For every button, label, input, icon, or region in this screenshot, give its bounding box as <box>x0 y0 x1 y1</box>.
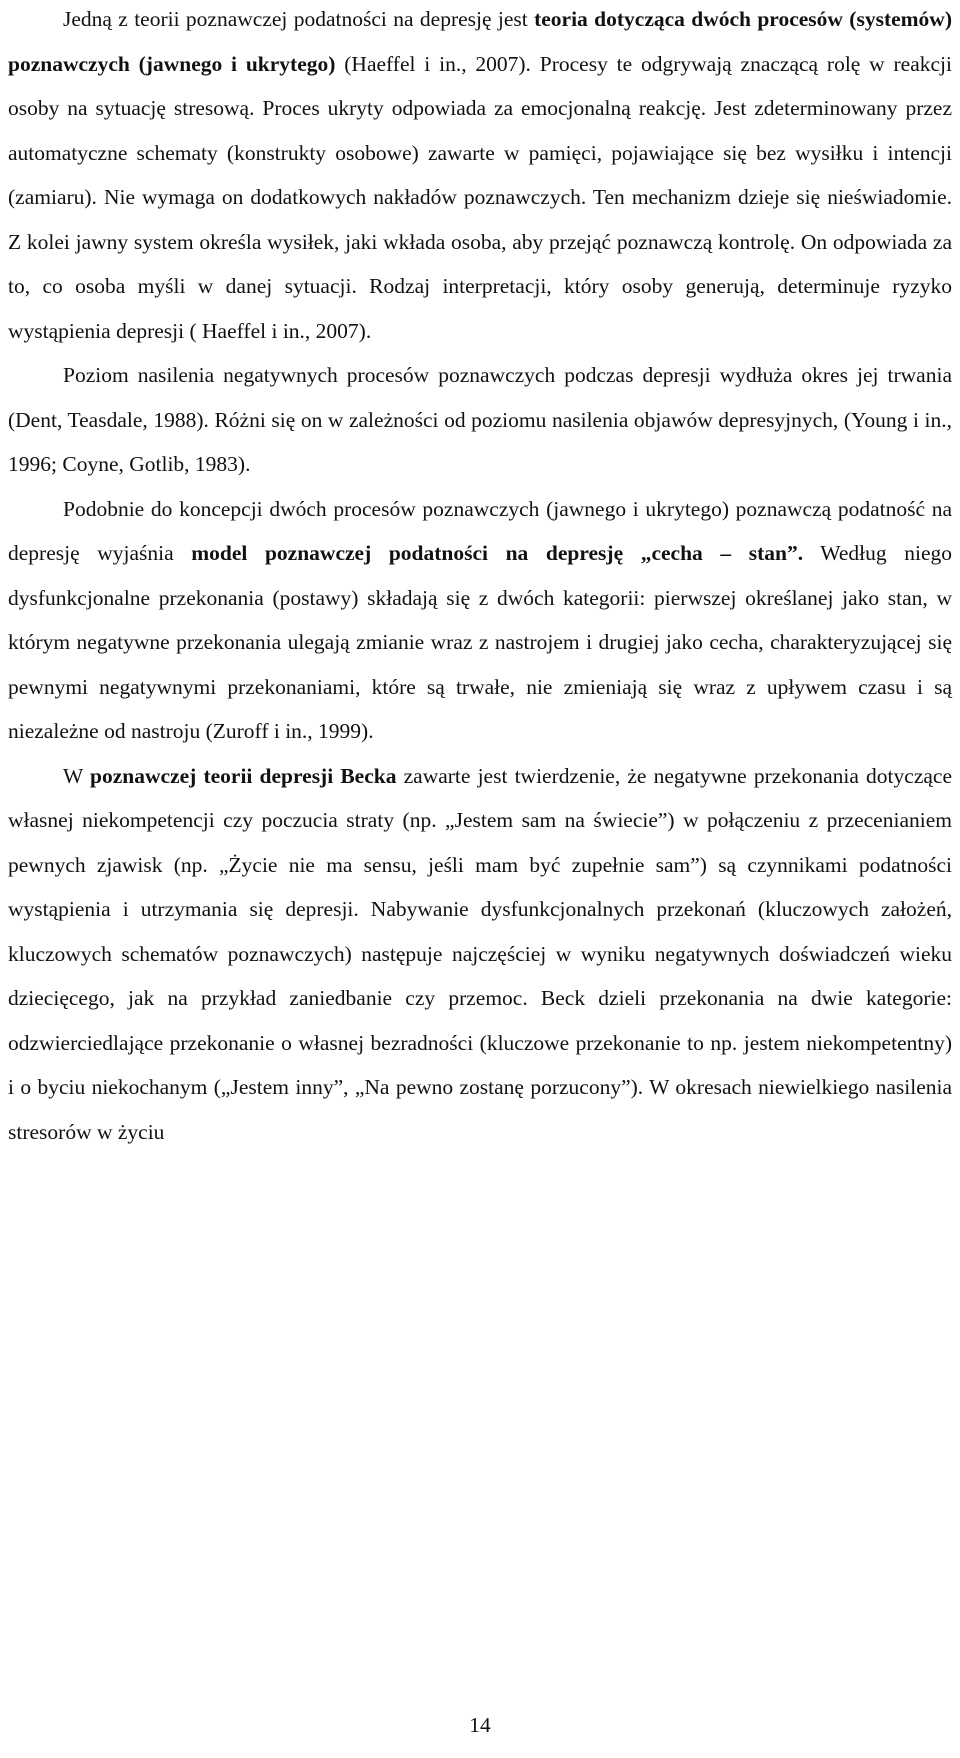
paragraph-trait-state-model <box>8 487 952 754</box>
bold-term-beck: poznawczej teorii depresji Becka <box>90 763 397 788</box>
text-segment: Jedną z teorii poznawczej podatności na depresję jest <box>63 7 535 31</box>
text-segment: (Haeffel i in., 2007). Procesy te odgrywają znaczącą rolę w reakcji osoby na sytuację stresową. Proces ukryty odpowiada za emocjonalną reakcję. Jest zdeterminowany przez automatyczne schematy (konstrukty osobowe) zawarte w pamięci, pojawiające się bez wysiłku i intencji (zamiaru). Nie wymaga on dodatkowych nakładów poznawczych. Ten mechanizm dzieje się nieświadomie. Z kolei jawny system określa wysiłek, jaki wkłada osoba, aby przejąć poznawczą kontrolę. On odpowiada za to, co osoba myśli w danej sytuacji. Rodzaj interpretacji, który osoby generują, determinuje ryzyko wystąpienia depresji ( Haeffel i in., 2007). <box>8 51 952 343</box>
text-segment: W <box>63 763 91 788</box>
page-number: 14 <box>469 1713 491 1737</box>
document-page <box>8 0 952 1154</box>
paragraph-beck-theory <box>8 754 952 1155</box>
bold-term-dual-process: teoria dotycząca dwóch procesów (systemów) poznawczych (jawnego i ukrytego) <box>8 7 952 76</box>
paragraph-dual-process-theory <box>8 0 952 353</box>
bold-term-trait-state: model poznawczej podatności na depresję „cecha – stan”. <box>191 541 804 565</box>
text-segment: Według niego dysfunkcjonalne przekonania (postawy) składają się z dwóch kategorii: pierwszej określanej jako stan, w którym negatywne przekonania ulegają zmianie wraz z nastrojem i drugiej jako cecha, charakteryzującej się pewnymi negatywnymi przekonaniami, które są trwałe, nie zmieniają się wraz z upływem czasu i są niezależne od nastroju (Zuroff i in., 1999). <box>8 541 952 743</box>
text-segment: zawarte jest twierdzenie, że negatywne przekonania dotyczące własnej niekompetencji czy poczucia straty (np. „Jestem sam na świecie”) w połączeniu z przecenianiem pewnych zjawisk (np. „Życie nie ma sensu, jeśli mam być zupełnie sam”) są czynnikami podatności wystąpienia i utrzymania się depresji. Nabywanie dysfunkcjonalnych przekonań (kluczowych założeń, kluczowych schematów poznawczych) następuje najczęściej w wyniku negatywnych doświadczeń wieku dziecięcego, jak na przykład zaniedbanie czy przemoc. Beck dzieli przekonania na dwie kategorie: odzwierciedlające przekonanie o własnej bezradności (kluczowe przekonanie to np. jestem niekompetentny) i o byciu niekochanym („Jestem inny”, „Na pewno zostanę porzucony”). W okresach niewielkiego nasilenia stresorów w życiu <box>8 763 952 1144</box>
text-segment: Poziom nasilenia negatywnych procesów poznawczych podczas depresji wydłuża okres jej trwania (Dent, Teasdale, 1988). Różni się on w zależności od poziomu nasilenia objawów depresyjnych, (Young i in., 1996; Coyne, Gotlib, 1983). <box>8 363 952 476</box>
text-segment: Podobnie do koncepcji dwóch procesów poznawczych (jawnego i ukrytego) poznawczą podatność na depresję wyjaśnia <box>8 496 952 565</box>
paragraph-severity <box>8 353 952 487</box>
